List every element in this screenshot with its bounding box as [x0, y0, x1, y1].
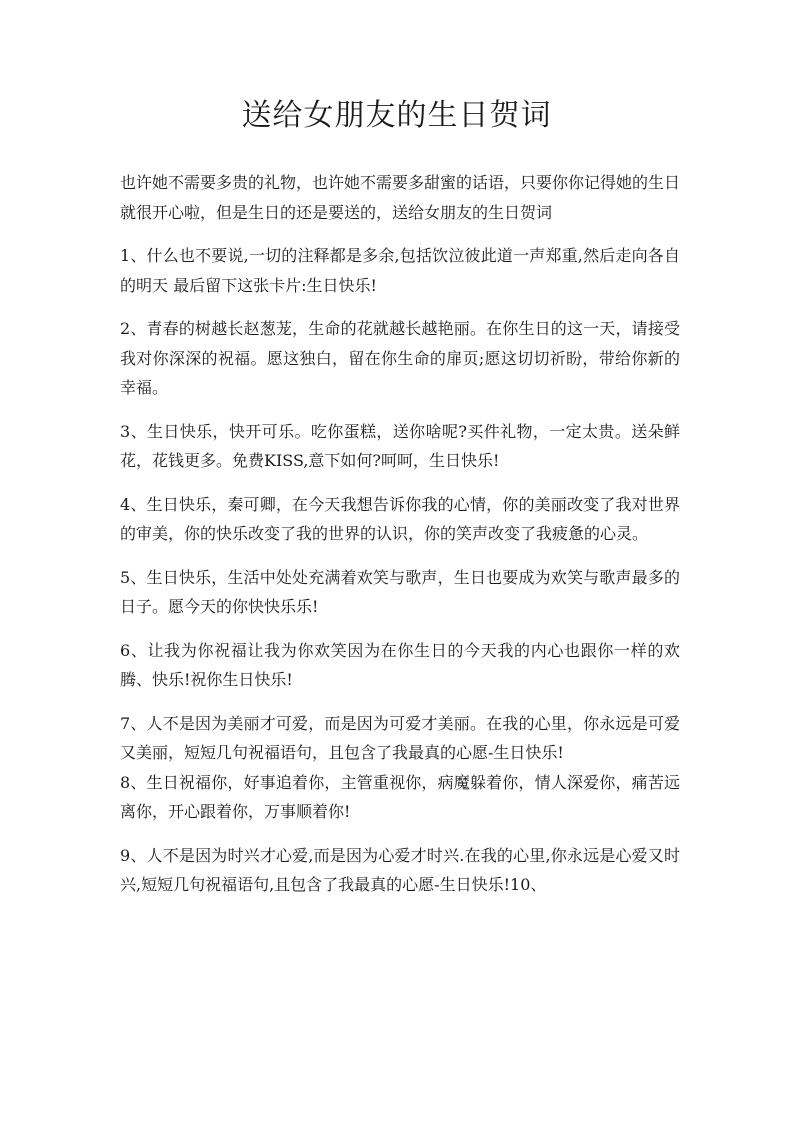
- document-body: [120, 168, 680, 914]
- wish-paragraph-8: 8、生日祝福你，好事追着你，主管重视你，病魔躲着你，情人深爱你，痛苦远离你，开心跟着你，万事顺着你!: [120, 772, 680, 821]
- document-title: 送给女朋友的生日贺词: [241, 98, 552, 133]
- wish-paragraph-1: 1、什么也不要说,一切的注释都是多余,包括饮泣彼此道一声郑重,然后走向各自的明天 最后留下这张卡片:生日快乐!: [120, 246, 680, 295]
- wish-paragraph-3: 3、生日快乐，快开可乐。吃你蛋糕，送你啥呢?买件礼物，一定太贵。送朵鲜花，花钱更多。免费KISS,意下如何?呵呵，生日快乐!: [120, 421, 680, 470]
- wish-paragraph-5: 5、生日快乐，生活中处处充满着欢笑与歌声，生日也要成为欢笑与歌声最多的日子。愿今天的你快快乐乐!: [120, 567, 680, 616]
- wish-paragraph-9: 9、人不是因为时兴才心爱,而是因为心爱才时兴.在我的心里,你永远是心爱又时兴,短短几句祝福语句,且包含了我最真的心愿-生日快乐!10、: [120, 845, 680, 894]
- wish-paragraph-4: 4、生日快乐，秦可卿，在今天我想告诉你我的心情，你的美丽改变了我对世界的审美，你的快乐改变了我的世界的认识，你的笑声改变了我疲惫的心灵。: [120, 494, 680, 543]
- wish-paragraph-7: 7、人不是因为美丽才可爱，而是因为可爱才美丽。在我的心里，你永远是可爱又美丽，短短几句祝福语句，且包含了我最真的心愿-生日快乐!: [120, 713, 680, 762]
- wish-paragraph-6: 6、让我为你祝福让我为你欢笑因为在你生日的今天我的内心也跟你一样的欢腾、快乐!祝你生日快乐!: [120, 640, 680, 689]
- wish-paragraph-2: 2、青春的树越长赵葱茏，生命的花就越长越艳丽。在你生日的这一天，请接受我对你深深的祝福。愿这独白，留在你生命的扉页;愿这切切祈盼，带给你新的幸福。: [120, 319, 680, 397]
- intro-paragraph: 也许她不需要多贵的礼物，也许她不需要多甜蜜的话语，只要你你记得她的生日就很开心啦，但是生日的还是要送的，送给女朋友的生日贺词: [120, 173, 681, 222]
